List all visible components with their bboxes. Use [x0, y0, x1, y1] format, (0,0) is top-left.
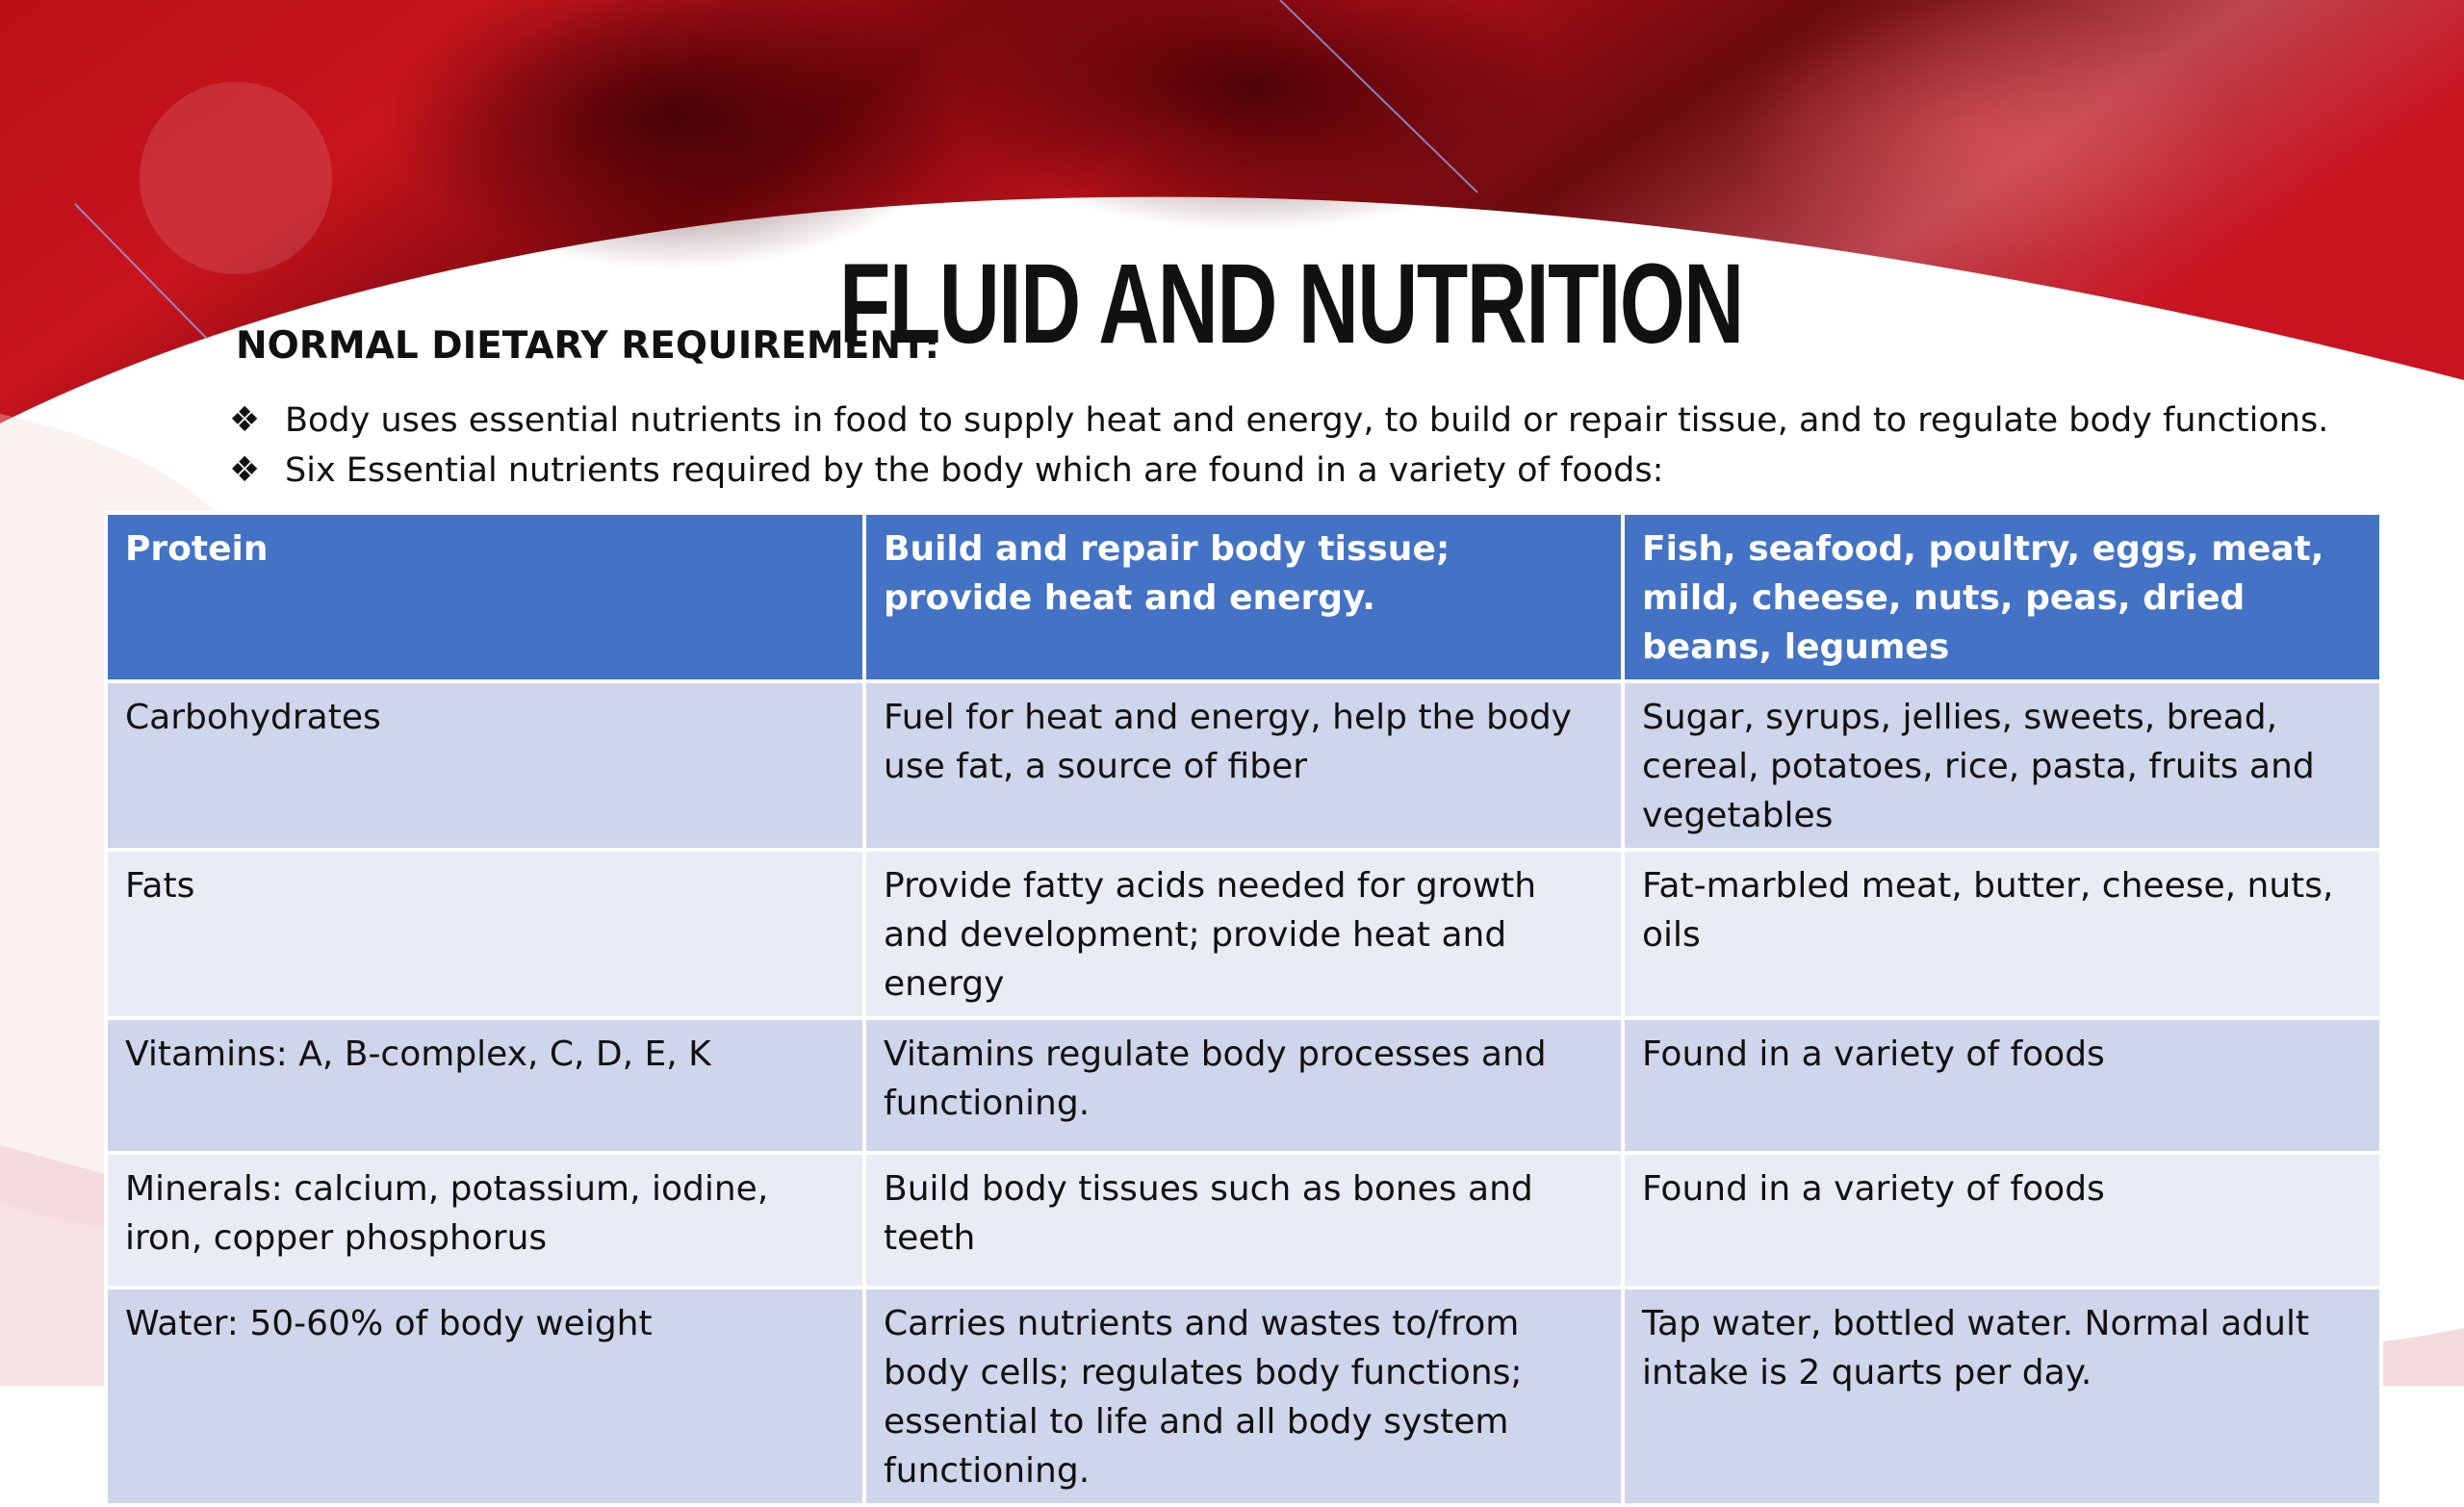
four-diamond-bullet-icon: ❖ — [229, 450, 261, 490]
sources-cell: Fish, seafood, poultry, eggs, meat, mild, cheese, nuts, peas, dried beans, legumes — [1623, 513, 2381, 681]
table-header-row — [106, 513, 2381, 681]
nutrients-table — [104, 511, 2383, 1507]
slide-title: FLUID AND NUTRITION — [839, 241, 1743, 368]
sources-cell: Fat-marbled meat, butter, cheese, nuts, oils — [1623, 850, 2381, 1018]
table-row — [106, 850, 2381, 1018]
table-row — [106, 681, 2381, 850]
bullet-item — [229, 447, 2328, 497]
function-cell: Build and repair body tissue; provide heat and energy. — [864, 513, 1623, 681]
nutrient-cell: Water: 50-60% of body weight — [106, 1288, 864, 1505]
table-row — [106, 1018, 2381, 1153]
table-row — [106, 1288, 2381, 1505]
sources-cell: Found in a variety of foods — [1623, 1153, 2381, 1288]
section-subheading: NORMAL DIETARY REQUIREMENT: — [236, 324, 940, 368]
bullet-list — [229, 396, 2328, 497]
bullet-text: Body uses essential nutrients in food to supply heat and energy, to build or repair tissue, and to regulate body functions. — [285, 401, 2329, 440]
sources-cell: Tap water, bottled water. Normal adult intake is 2 quarts per day. — [1623, 1288, 2381, 1505]
four-diamond-bullet-icon: ❖ — [229, 400, 261, 440]
bullet-text: Six Essential nutrients required by the body which are found in a variety of foods: — [285, 451, 1664, 490]
table-row — [106, 1153, 2381, 1288]
nutrient-cell: Protein — [106, 513, 864, 681]
function-cell: Build body tissues such as bones and teeth — [864, 1153, 1623, 1288]
function-cell: Carries nutrients and wastes to/from body cells; regulates body functions; essential to life and all body system functioning. — [864, 1288, 1623, 1505]
function-cell: Vitamins regulate body processes and functioning. — [864, 1018, 1623, 1153]
function-cell: Provide fatty acids needed for growth and development; provide heat and energy — [864, 850, 1623, 1018]
nutrient-cell: Carbohydrates — [106, 681, 864, 850]
bullet-item — [229, 396, 2328, 447]
nutrient-cell: Vitamins: A, B-complex, C, D, E, K — [106, 1018, 864, 1153]
sources-cell: Found in a variety of foods — [1623, 1018, 2381, 1153]
function-cell: Fuel for heat and energy, help the body use fat, a source of fiber — [864, 681, 1623, 850]
nutrient-cell: Minerals: calcium, potassium, iodine, iron, copper phosphorus — [106, 1153, 864, 1288]
nutrient-cell: Fats — [106, 850, 864, 1018]
sources-cell: Sugar, syrups, jellies, sweets, bread, cereal, potatoes, rice, pasta, fruits and vegetables — [1623, 681, 2381, 850]
